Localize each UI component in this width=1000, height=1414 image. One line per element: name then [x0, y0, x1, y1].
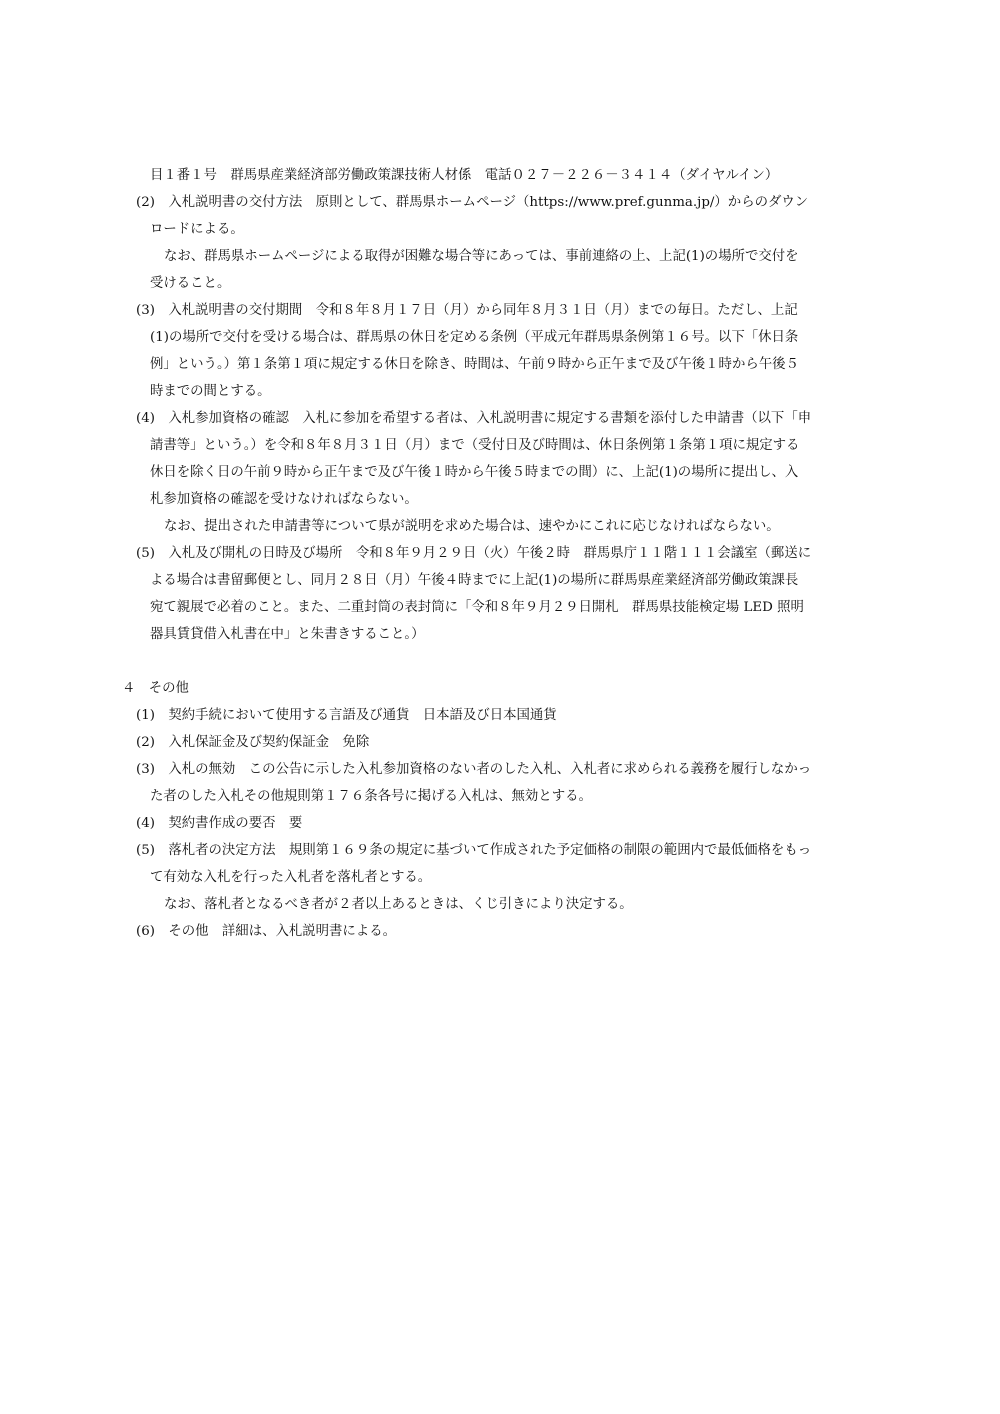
item-4-line-2: 請書等」という。）を令和８年８月３１日（月）まで（受付日及び時間は、休日条例第１条第１項に規定する	[150, 438, 800, 453]
s4-item-5-line-2: て有効な入札を行った入札者を落札者とする。	[150, 870, 432, 885]
contact-line: 目１番１号 群馬県産業経済部労働政策課技術人材係 電話０２７－２２６－３４１４（ダイヤルイン）	[150, 168, 779, 183]
item-4-line-3: 休日を除く日の午前９時から正午まで及び午後１時から午後５時までの間）に、上記(1)の場所に提出し、入	[150, 465, 799, 480]
item-3-line-2: (1)の場所で交付を受ける場合は、群馬県の休日を定める条例（平成元年群馬県条例第１６号。以下「休日条	[150, 330, 799, 345]
item-3-line-4: 時までの間とする。	[150, 384, 271, 399]
item-2-line-4: 受けること。	[150, 276, 231, 291]
s4-item-5-line-1: (5) 落札者の決定方法 規則第１６９条の規定に基づいて作成された予定価格の制限の範囲内で最低価格をもっ	[136, 843, 812, 858]
item-4-line-1: (4) 入札参加資格の確認 入札に参加を希望する者は、入札説明書に規定する書類を添付した申請書（以下「申	[136, 411, 812, 426]
item-2-line-3: なお、群馬県ホームページによる取得が困難な場合等にあっては、事前連絡の上、上記(1)の場所で交付を	[164, 249, 799, 264]
item-4-line-5: なお、提出された申請書等について県が説明を求めた場合は、速やかにこれに応じなければならない。	[164, 519, 780, 534]
section-4-heading: ４ その他	[122, 681, 189, 696]
item-5-line-3: 宛て親展で必着のこと。また、二重封筒の表封筒に「令和８年９月２９日開札 群馬県技能検定場 LED 照明	[150, 600, 804, 615]
item-2-line-1: (2) 入札説明書の交付方法 原則として、群馬県ホームページ（https://www.pref.gunma.jp/）からのダウン	[136, 195, 809, 210]
item-5-line-2: よる場合は書留郵便とし、同月２８日（月）午後４時までに上記(1)の場所に群馬県産業経済部労働政策課長	[150, 573, 799, 588]
item-5-line-1: (5) 入札及び開札の日時及び場所 令和８年９月２９日（火）午後２時 群馬県庁１１階１１１会議室（郵送に	[136, 546, 812, 561]
s4-item-6: (6) その他 詳細は、入札説明書による。	[136, 924, 396, 939]
item-2-line-2: ロードによる。	[150, 222, 244, 237]
s4-item-3-line-2: た者のした入札その他規則第１７６条各号に掲げる入札は、無効とする。	[150, 789, 592, 804]
s4-item-3-line-1: (3) 入札の無効 この公告に示した入札参加資格のない者のした入札、入札者に求められる義務を履行しなかっ	[136, 762, 812, 777]
s4-item-5-line-3: なお、落札者となるべき者が２者以上あるときは、くじ引きにより決定する。	[164, 897, 633, 912]
s4-item-4: (4) 契約書作成の要否 要	[136, 816, 303, 831]
item-5-line-4: 器具賃貸借入札書在中」と朱書きすること。）	[150, 627, 425, 642]
item-4-line-4: 札参加資格の確認を受けなければならない。	[150, 492, 418, 507]
item-3-line-3: 例」という。）第１条第１項に規定する休日を除き、時間は、午前９時から正午まで及び午後１時から午後５	[150, 357, 799, 372]
item-3-line-1: (3) 入札説明書の交付期間 令和８年８月１７日（月）から同年８月３１日（月）までの毎日。ただし、上記	[136, 303, 798, 318]
s4-item-1: (1) 契約手続において使用する言語及び通貨 日本語及び日本国通貨	[136, 708, 557, 723]
s4-item-2: (2) 入札保証金及び契約保証金 免除	[136, 735, 370, 750]
